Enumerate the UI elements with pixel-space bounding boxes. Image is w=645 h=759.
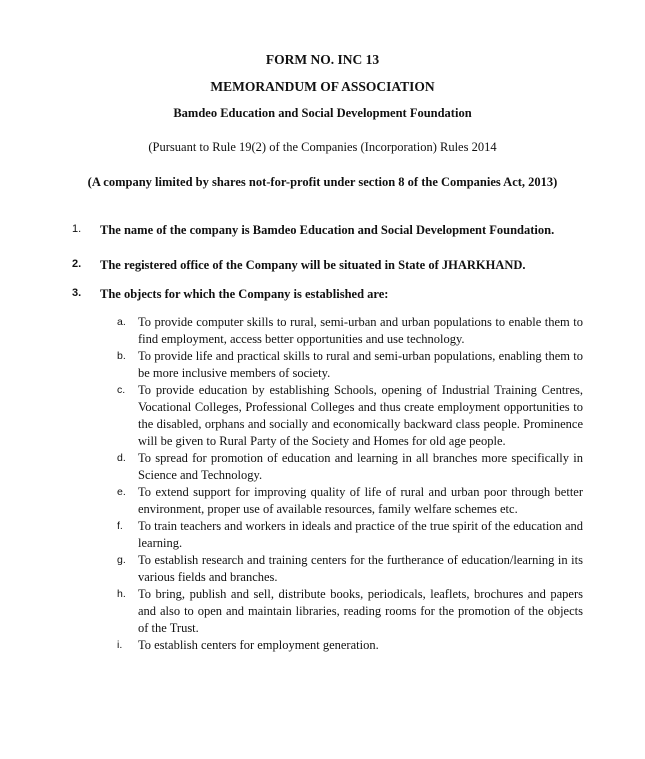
- company-type: (A company limited by shares not-for-profit under section 8 of the Companies Act, 2013): [87, 175, 558, 189]
- object-letter: c.: [117, 384, 126, 396]
- clause-number: 1.: [72, 223, 82, 235]
- document-title: MEMORANDUM OF ASSOCIATION: [210, 79, 435, 94]
- object-letter: g.: [117, 554, 126, 566]
- clause-number: 2.: [72, 258, 82, 270]
- form-number: FORM NO. INC 13: [265, 52, 380, 67]
- object-text: To provide computer skills to rural, semi-urban and urban populations to enable them to find employment, access better opportunities and use technology.: [138, 315, 583, 346]
- organization-name: Bamdeo Education and Social Development Foundation: [173, 106, 472, 120]
- clause-text: The name of the company is Bamdeo Education and Social Development Foundation.: [100, 223, 555, 237]
- object-item-i: [117, 637, 583, 654]
- object-letter: h.: [117, 588, 126, 600]
- object-text: To train teachers and workers in ideals and practice of the true spirit of the education and learning.: [138, 519, 583, 550]
- object-text: To establish research and training centers for the furtherance of education/learning in its various fields and branches.: [138, 553, 583, 584]
- object-item-g: [117, 552, 583, 586]
- clause-text: The registered office of the Company will be situated in State of JHARKHAND.: [100, 258, 526, 272]
- object-letter: b.: [117, 350, 126, 362]
- object-item-h: [117, 586, 583, 637]
- object-item-f: [117, 518, 583, 552]
- object-letter: e.: [117, 486, 126, 498]
- object-item-e: [117, 484, 583, 518]
- object-text: To establish centers for employment generation.: [138, 638, 379, 652]
- object-text: To spread for promotion of education and learning in all branches more specifically in Science and Technology.: [138, 451, 583, 482]
- object-letter: i.: [117, 639, 123, 651]
- rule-reference: (Pursuant to Rule 19(2) of the Companies (Incorporation) Rules 2014: [148, 140, 497, 154]
- object-letter: f.: [117, 520, 123, 532]
- object-item-a: [117, 314, 583, 348]
- object-text: To extend support for improving quality of life of rural and urban poor through better environment, proper use of available resources, family welfare schemes etc.: [138, 485, 583, 516]
- object-letter: d.: [117, 452, 126, 464]
- clause-text: The objects for which the Company is established are:: [100, 287, 389, 301]
- object-item-c: [117, 382, 583, 450]
- object-text: To provide life and practical skills to rural and semi-urban populations, enabling them to be more inclusive members of society.: [138, 349, 583, 380]
- objects-list: [117, 314, 583, 654]
- object-letter: a.: [117, 316, 126, 328]
- clause-number: 3.: [72, 287, 82, 299]
- object-item-b: [117, 348, 583, 382]
- object-item-d: [117, 450, 583, 484]
- object-text: To provide education by establishing Schools, opening of Industrial Training Centres, Vocational Colleges, Professional Colleges and thus create employment opportunities to the disabled, orphans and socially and economically backward class people. Prominence will be given to Rural Party of the Society and Homes for old age people.: [138, 383, 583, 448]
- object-text: To bring, publish and sell, distribute books, periodicals, leaflets, brochures and papers and also to open and maintain libraries, reading rooms for the promotion of the objects of the Trust.: [138, 587, 583, 635]
